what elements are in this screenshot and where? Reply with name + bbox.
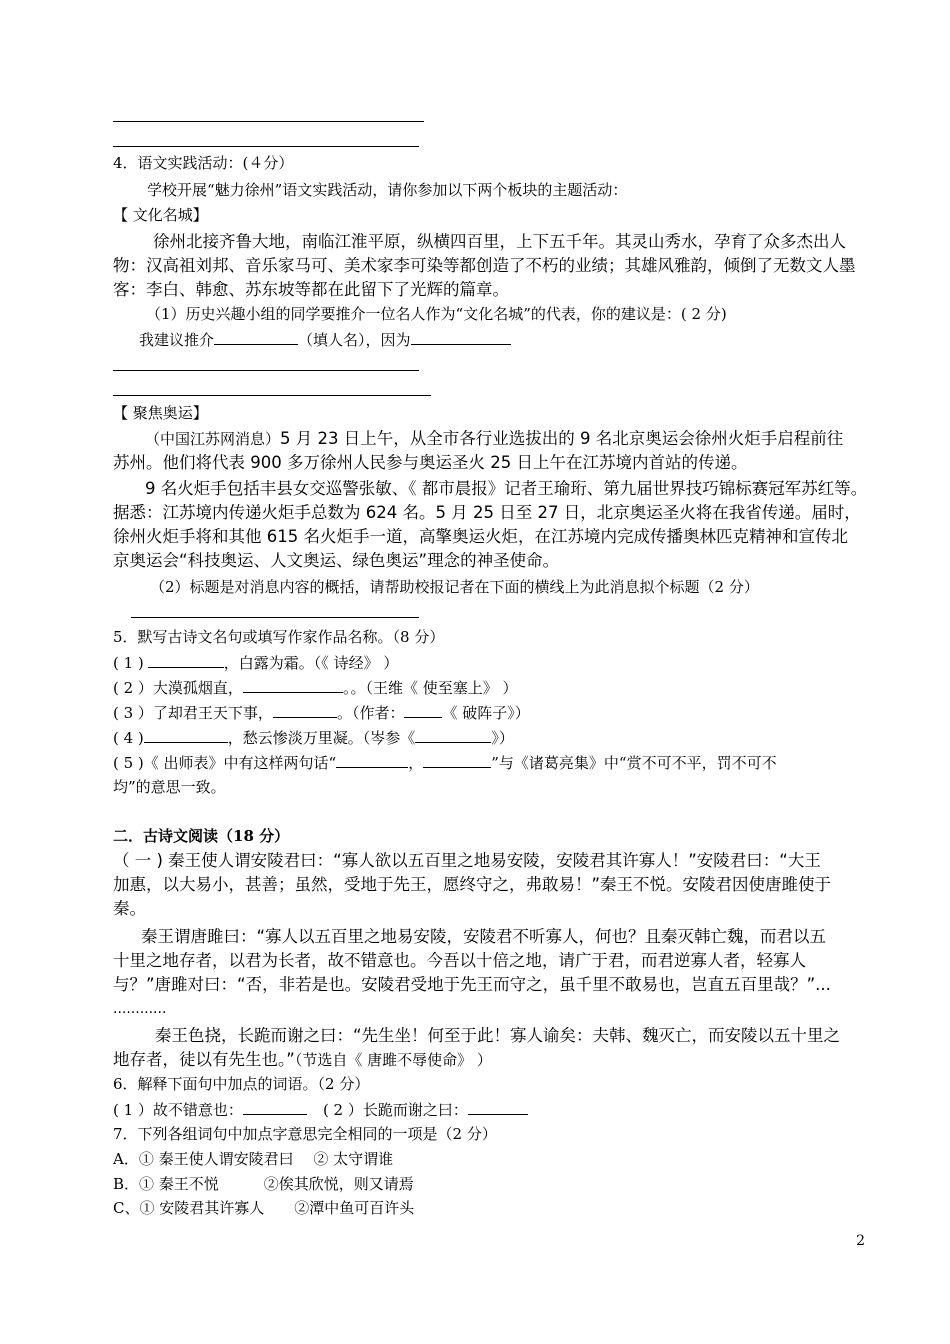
q5-item-3: [113, 701, 863, 724]
item-text: ，白露为霜。（《 诗经》 ）: [223, 654, 399, 672]
answer-line[interactable]: [113, 395, 431, 396]
title-blank[interactable]: [415, 726, 491, 743]
answer-prompt: 我建议推介: [139, 331, 215, 349]
q5-item-5-cont: 均”的意思一致。: [113, 778, 226, 796]
q7-option-b: B．① 秦王不悦 ②俟其欣悦，则又请焉: [113, 1175, 414, 1193]
item-text: ( 5 )《 出师表》中有这样两句话“: [113, 754, 337, 772]
q4-subquestion-1: （1）历史兴趣小组的同学要推介一位名人作为“文化名城”的代表，你的建议是：( 2 分): [146, 305, 727, 323]
q7-header: 7．下列各组词句中加点字意思完全相同的一项是（2 分）: [113, 1125, 497, 1143]
aoyun-paragraph-line: 苏州。他们将代表 900 多万徐州人民参与奥运圣火 25 日上午在江苏境内首站的传递。: [113, 453, 748, 472]
answer-line[interactable]: [113, 121, 424, 122]
author-blank[interactable]: [404, 701, 442, 718]
news-source: （中国江苏网消息）: [145, 430, 281, 448]
news-text: 5 月 23 日上午，从全市各行业选拔出的 9 名北京奥运会徐州火炬手启程前往: [280, 429, 844, 448]
passage-line: 秦王谓唐雎曰：“寡人以五百里之地易安陵，安陵君不听寡人，何也？且秦灭韩亡魏，而君以五: [141, 927, 827, 946]
fill-blank[interactable]: [468, 1098, 528, 1115]
passage-line: 与？”唐雎对曰：“否，非若是也。安陵君受地于先王而守之，虽千里不敢易也，岂直五百里哉？”...: [113, 975, 831, 994]
aoyun-paragraph-line: 9 名火炬手包括丰县女交巡警张敏、《 都市晨报》记者王瑜珩、第九届世界技巧锦标赛冠军苏红等。: [145, 479, 868, 498]
wenhua-paragraph-line: 客：李白、韩愈、苏东坡等都在此留下了光辉的篇章。: [113, 280, 509, 299]
passage-line: （ 一 ) 秦王使人谓安陵君曰：“寡人欲以五百里之地易安陵，安陵君其许寡人！”安陵君曰：“大王: [113, 851, 821, 870]
item-text: ( 3 ）了却君王天下事，: [113, 704, 273, 722]
passage-line: 秦王色挠，长跪而谢之曰：“先生坐！何至于此！寡人谕矣：夫韩、魏灭亡，而安陵以五十里之: [155, 1026, 841, 1045]
passage-line: [113, 1048, 863, 1072]
reason-blank[interactable]: [411, 328, 511, 345]
q7-option-c: C、① 安陵君其许寡人 ②潭中鱼可百许头: [113, 1199, 415, 1217]
passage-text: 地存者，徒以有先生也。”: [113, 1050, 295, 1069]
fill-blank[interactable]: [423, 751, 491, 768]
q4-intro: 学校开展“魅力徐州”语文实践活动，请你参加以下两个板块的主题活动：: [147, 181, 628, 199]
item-text: ( 2 ）大漠孤烟直，: [113, 679, 243, 697]
q5-item-2: [113, 676, 863, 699]
item-text: 《 破阵子》）: [442, 704, 530, 722]
item-number: ( 4 ): [113, 729, 144, 747]
aoyun-paragraph-line: 据悉：江苏境内传递火炬手总数为 624 名。5 月 25 日至 27 日，北京奥运圣火将在我省传递。届时，: [113, 503, 861, 522]
fill-blank[interactable]: [243, 1098, 307, 1115]
fill-blank[interactable]: [243, 676, 343, 693]
fill-blank[interactable]: [336, 751, 408, 768]
item-text: ( 2 ）长跪而谢之曰：: [322, 1101, 468, 1119]
section-title-aoyun: 【 聚焦奥运】: [113, 404, 208, 422]
passage-line: ............: [113, 1001, 167, 1017]
q4-answer-line: [113, 328, 889, 351]
q5-item-4: [113, 726, 863, 749]
wenhua-paragraph-line: 徐州北接齐鲁大地，南临江淮平原，纵横四百里，上下五千年。其灵山秀水，孕育了众多杰出人: [153, 232, 846, 251]
item-text: 》）: [491, 729, 514, 747]
fill-blank[interactable]: [148, 651, 224, 668]
q4-subquestion-2: （2）标题是对消息内容的概括，请帮助校报记者在下面的横线上为此消息拟个标题（2 分）: [150, 578, 759, 596]
q7-option-a: A．① 秦王使人谓安陵君曰 ② 太守谓谁: [113, 1150, 394, 1168]
headline-answer-line[interactable]: [131, 617, 419, 618]
passage-line: 十里之地存者，以君为长者，故不错意也。今吾以十倍之地，请广于君，而君逆寡人者，轻寡人: [113, 951, 806, 970]
passage-line: 秦。: [113, 899, 146, 918]
wenhua-paragraph-line: 物：汉高祖刘邦、音乐家马可、美术家李可染等都创造了不朽的业绩；其雄风雅韵，倾倒了无数文人墨: [113, 256, 856, 275]
q6-items: [113, 1098, 863, 1121]
aoyun-paragraph-line: 京奥运会“科技奥运、人文奥运、绿色奥运”理念的神圣使命。: [113, 551, 560, 570]
item-number: ( 1 ): [113, 654, 144, 672]
item-text: ，: [408, 754, 424, 772]
item-text: ，愁云惨淡万里凝。（岑参《: [227, 729, 416, 747]
item-text: 。。（王维《 使至塞上》 ）: [342, 679, 518, 697]
fill-blank[interactable]: [273, 701, 337, 718]
section-title-wenhua: 【 文化名城】: [113, 206, 208, 224]
item-text: 。（作者：: [336, 704, 405, 722]
answer-prompt: （填人名），因为: [298, 331, 411, 349]
item-text: ”与《诸葛亮集》中“赏不可不平，罚不可不: [491, 754, 777, 772]
fill-blank[interactable]: [144, 726, 228, 743]
q5-item-1: [113, 651, 863, 674]
q5-header: 5．默写古诗文名句或填写作家作品名称。（8 分）: [113, 628, 445, 646]
answer-line[interactable]: [113, 370, 419, 371]
aoyun-paragraph-line: 徐州火炬手将和其他 615 名火炬手一道，高擎奥运火炬，在江苏境内完成传播奥林匹克精神和宣传北: [113, 527, 848, 546]
name-blank[interactable]: [214, 328, 298, 345]
passage-line: 加惠，以大易小，甚善；虽然，受地于先王，愿终守之，弗敢易！”秦王不悦。安陵君因使唐雎使于: [113, 875, 832, 894]
section-2-header: 二．古诗文阅读（18 分）: [113, 827, 290, 845]
aoyun-paragraph-line: [113, 427, 895, 451]
q6-header: 6．解释下面句中加点的词语。（2 分）: [113, 1075, 370, 1093]
q4-header: 4．语文实践活动：(４分）: [113, 154, 294, 172]
answer-line[interactable]: [113, 146, 419, 147]
q5-item-5: [113, 751, 863, 774]
page-number: 2: [856, 1233, 865, 1249]
passage-source: （节选自《 唐雎不辱使命》 ）: [294, 1051, 492, 1069]
item-text: ( 1 ）故不错意也：: [113, 1101, 243, 1119]
